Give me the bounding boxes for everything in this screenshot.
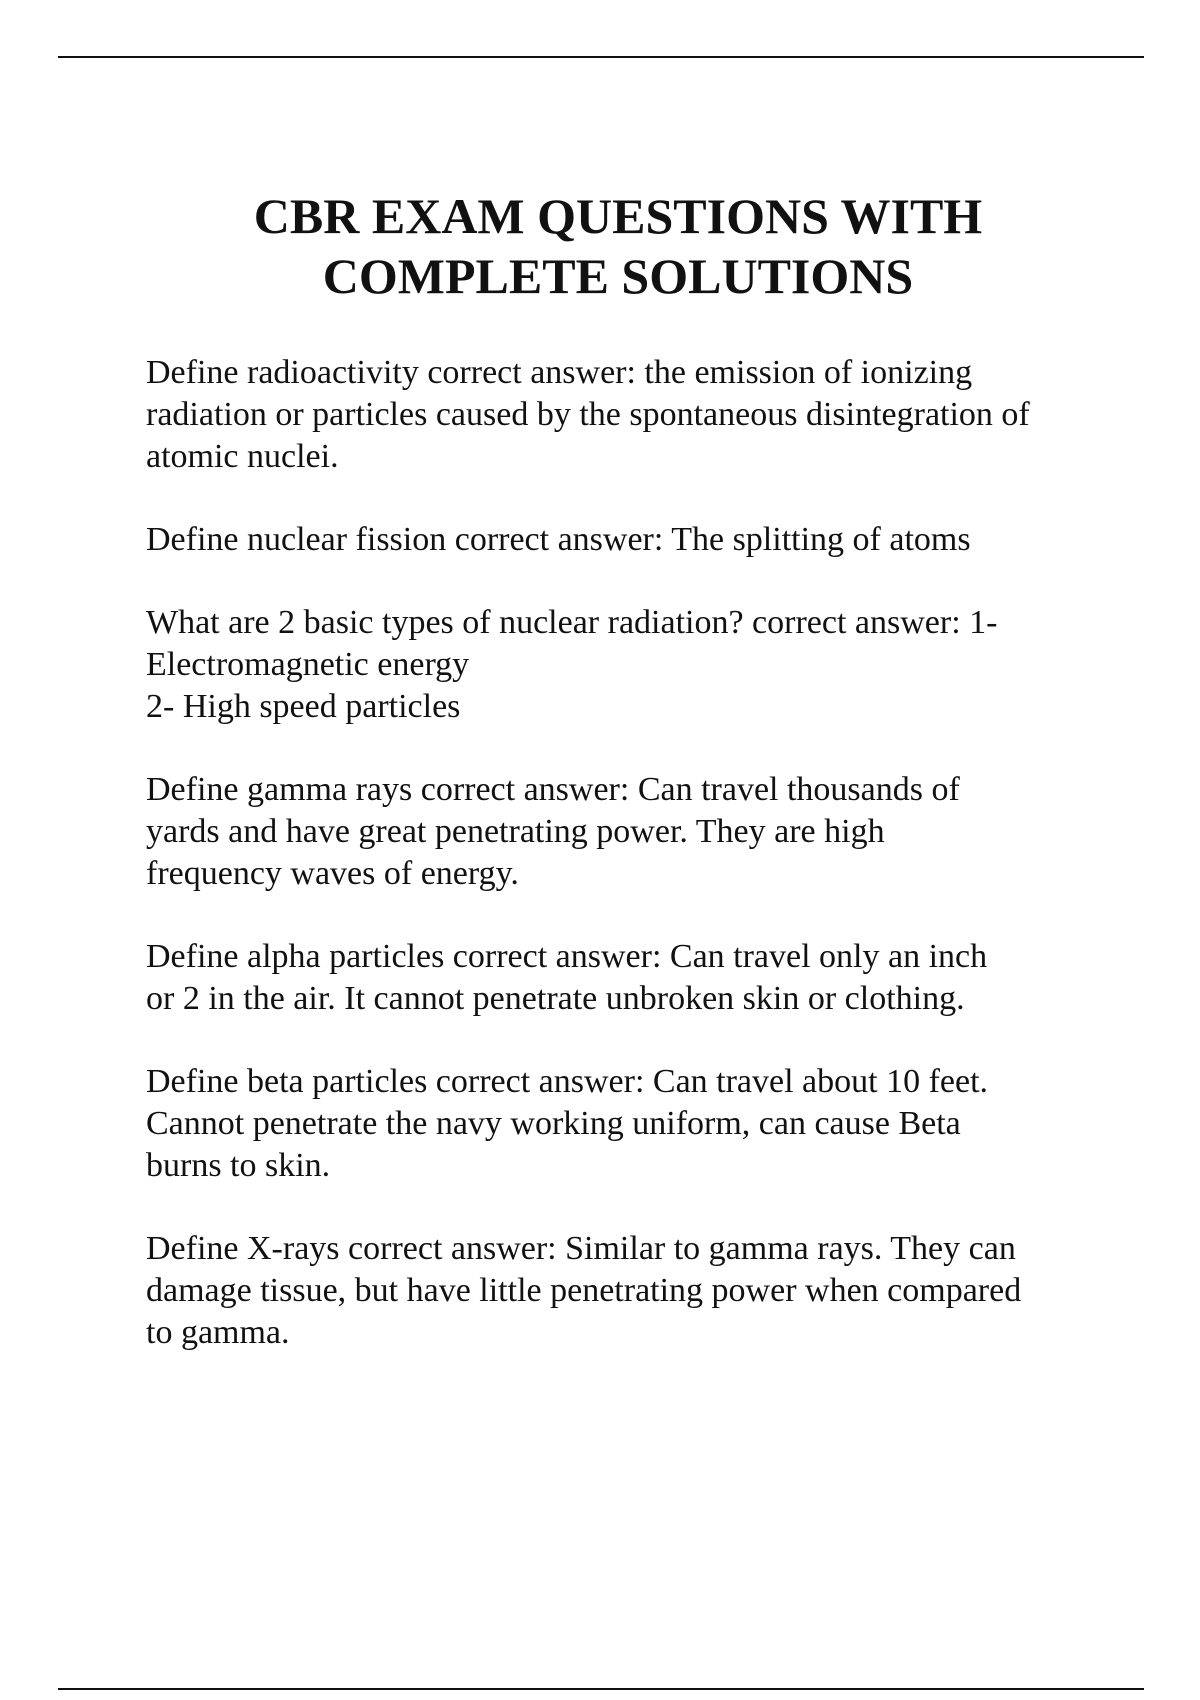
title-line-1: CBR EXAM QUESTIONS WITH (253, 188, 983, 244)
qa-line: Define nuclear fission correct answer: The splitting of atoms (146, 521, 971, 558)
qa-line: or 2 in the air. It cannot penetrate unbroken skin or clothing. (146, 980, 965, 1017)
qa-item-alpha-particles (146, 936, 1146, 1020)
qa-line: Define radioactivity correct answer: the emission of ionizing (146, 354, 973, 391)
qa-line: radiation or particles caused by the spontaneous disintegration of (146, 396, 1030, 433)
footer-rule (58, 1688, 1144, 1690)
document-title (0, 186, 1200, 306)
title-line-2: COMPLETE SOLUTIONS (322, 248, 914, 304)
qa-line: damage tissue, but have little penetrating power when compared (146, 1272, 1022, 1309)
qa-item-nuclear-fission (146, 519, 1146, 561)
qa-line: yards and have great penetrating power. They are high (146, 813, 885, 850)
qa-item-gamma-rays (146, 769, 1146, 895)
qa-line: 2- High speed particles (146, 688, 461, 725)
qa-line: Define gamma rays correct answer: Can travel thousands of (146, 771, 960, 808)
qa-line: Define alpha particles correct answer: Can travel only an inch (146, 938, 988, 975)
qa-line: atomic nuclei. (146, 438, 339, 475)
qa-item-radiation-types (146, 602, 1146, 728)
qa-item-x-rays (146, 1228, 1146, 1354)
header-rule (58, 56, 1144, 58)
qa-item-radioactivity (146, 352, 1146, 478)
qa-item-beta-particles (146, 1061, 1146, 1187)
qa-line: What are 2 basic types of nuclear radiation? correct answer: 1- (146, 604, 998, 641)
qa-list (146, 352, 1146, 1395)
qa-line: to gamma. (146, 1314, 290, 1351)
qa-line: Electromagnetic energy (146, 646, 470, 683)
qa-line: Define X-rays correct answer: Similar to gamma rays. They can (146, 1230, 1016, 1267)
qa-line: burns to skin. (146, 1147, 331, 1184)
qa-line: Define beta particles correct answer: Can travel about 10 feet. (146, 1063, 989, 1100)
qa-line: frequency waves of energy. (146, 855, 519, 892)
qa-line: Cannot penetrate the navy working uniform, can cause Beta (146, 1105, 961, 1142)
